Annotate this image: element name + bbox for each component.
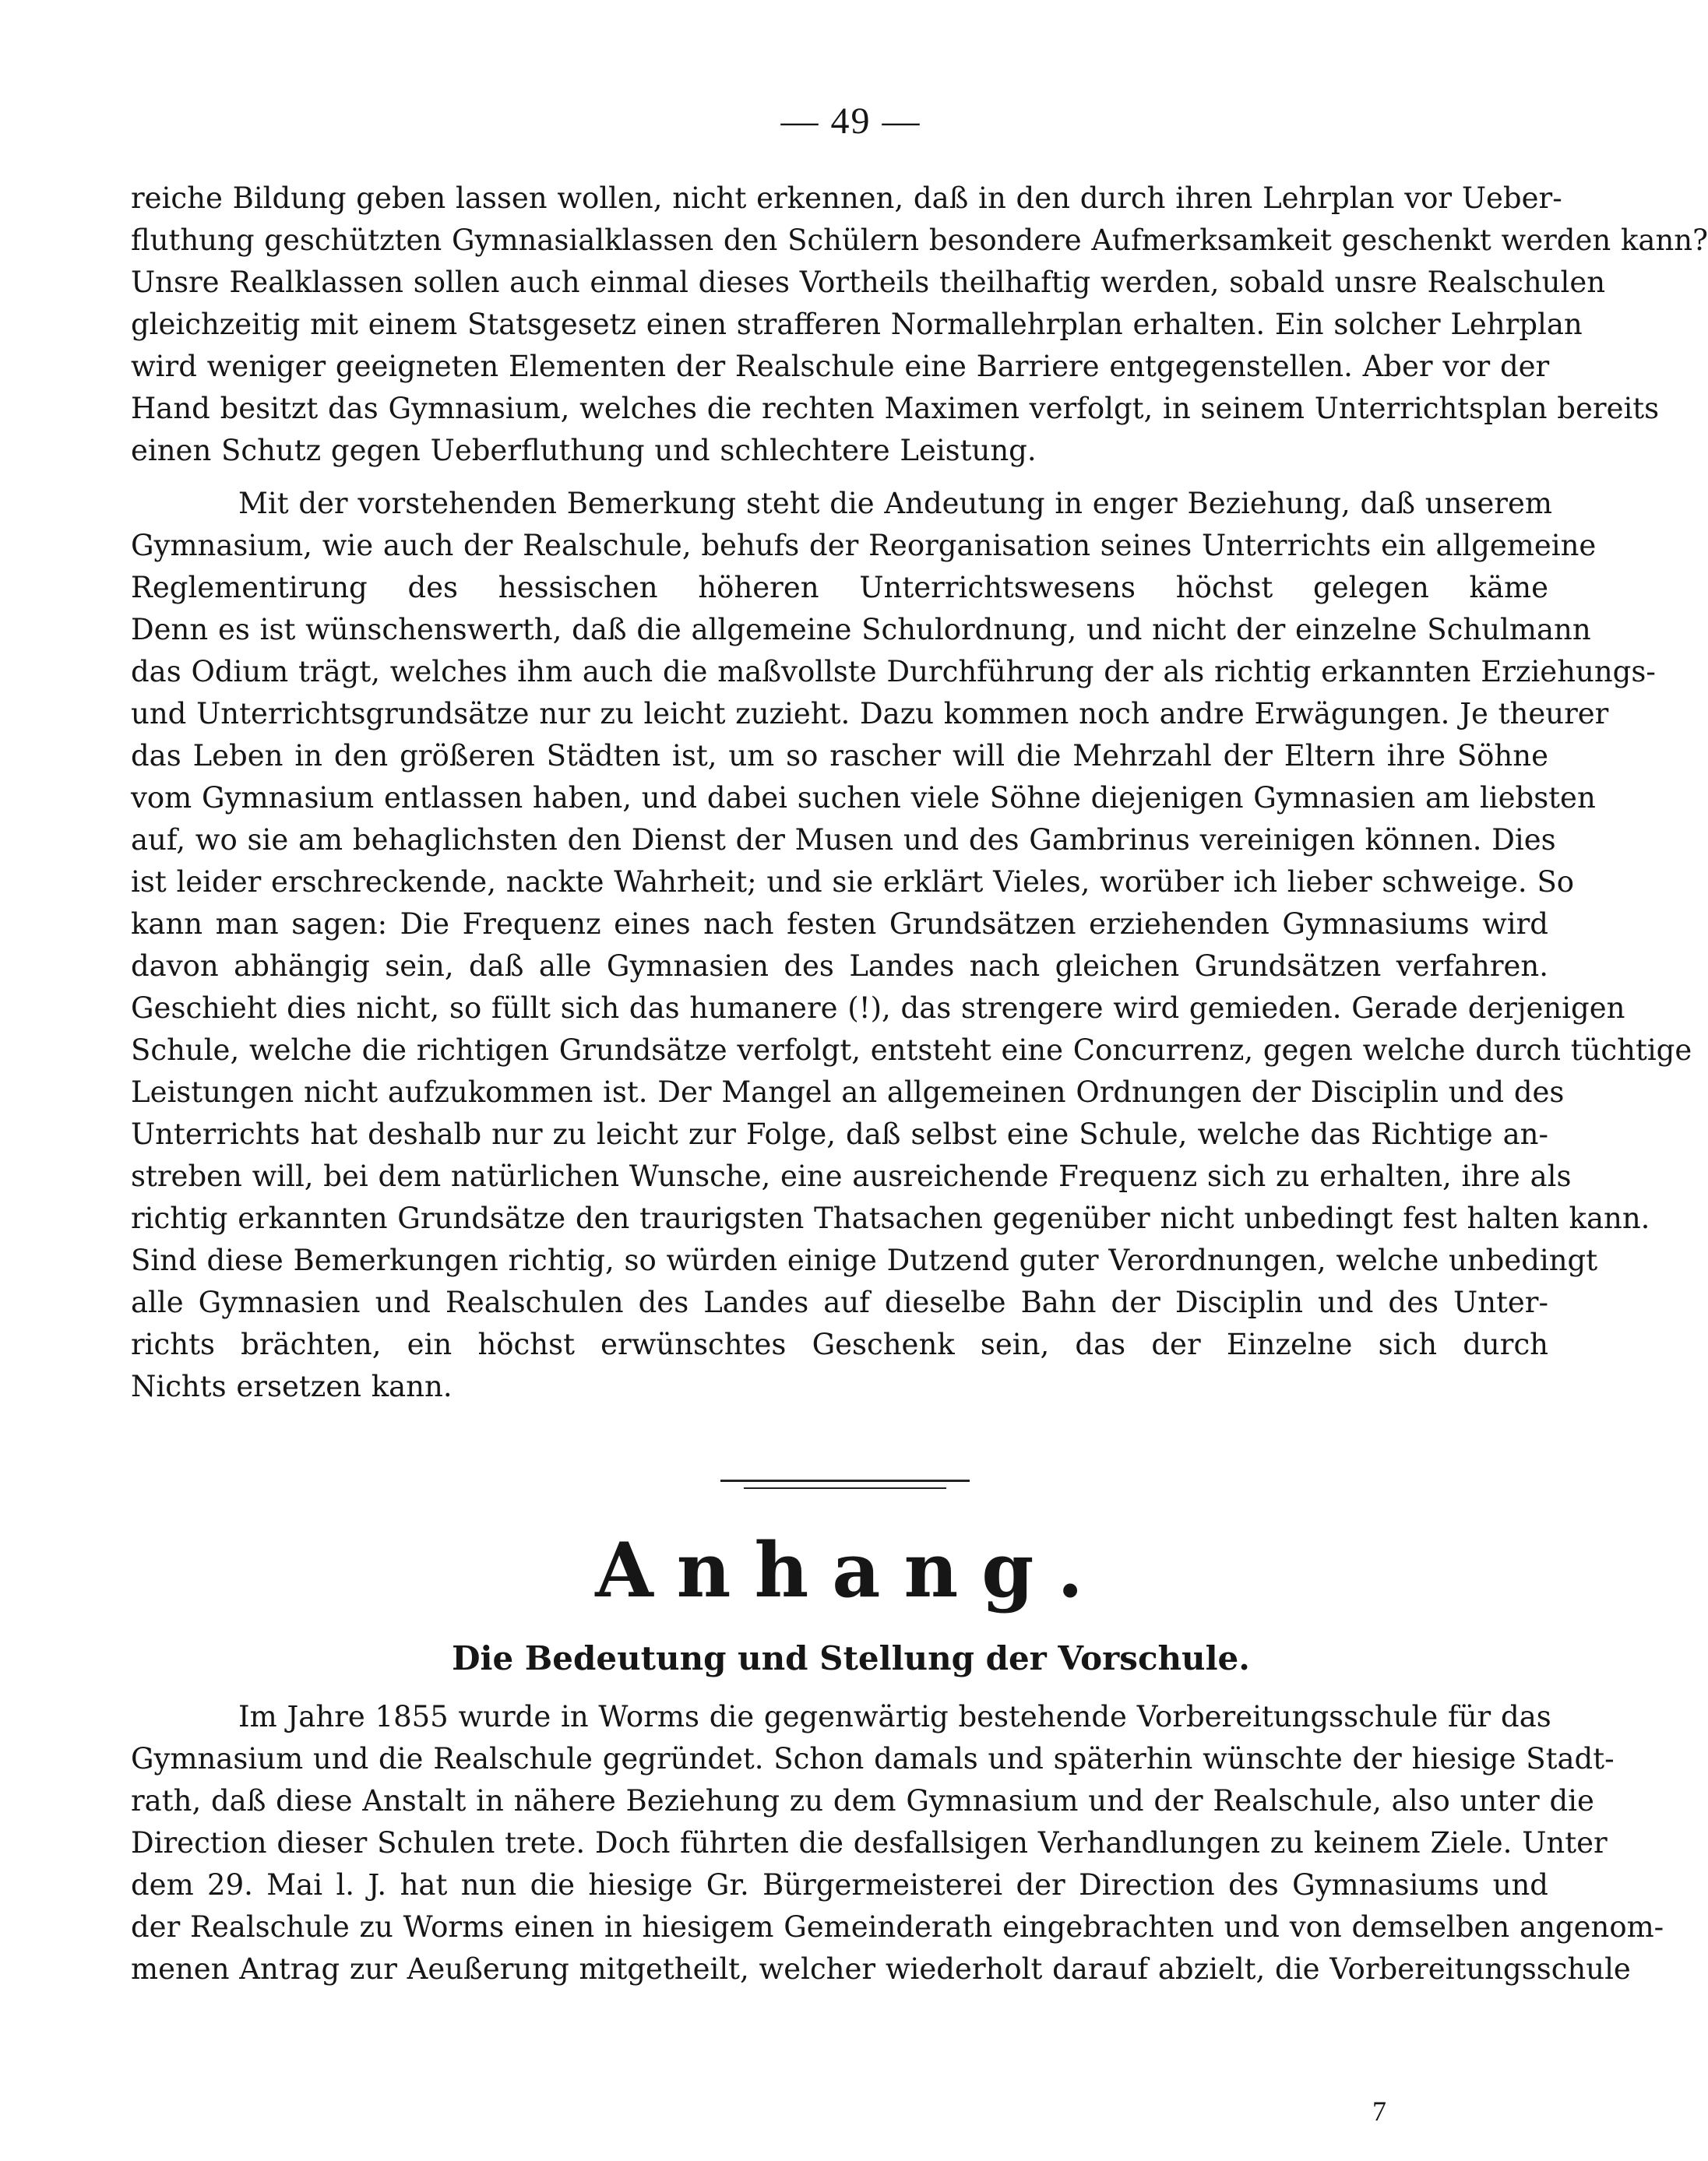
text-line: Unsre Realklassen sollen auch einmal dieses Vortheils theilhaftig werden, sobald unsre Realschulen (131, 266, 1606, 299)
signature-mark: 7 (1372, 2096, 1386, 2127)
text-line: alle Gymnasien und Realschulen des Landes auf dieselbe Bahn der Disciplin und des Unter- (131, 1286, 1548, 1319)
text-line: rath, daß diese Anstalt in nähere Beziehung zu dem Gymnasium und der Realschule, also unter die (131, 1784, 1594, 1818)
text-line: einen Schutz gegen Ueberfluthung und schlechtere Leistung. (131, 434, 1037, 467)
paragraph-main (131, 483, 1692, 1408)
text-line: menen Antrag zur Aeußerung mitgetheilt, welcher wiederholt darauf abzielt, die Vorbereitungsschule (131, 1952, 1631, 1986)
text-line: Schule, welche die richtigen Grundsätze verfolgt, entsteht eine Concurrenz, gegen welche durch tüchtige (131, 1033, 1692, 1067)
text-line: streben will, bei dem natürlichen Wunsche, eine ausreichende Frequenz sich zu erhalten, ihre als (131, 1160, 1572, 1193)
appendix-title: Anhang. (595, 1526, 1107, 1614)
appendix-subtitle: Die Bedeutung und Stellung der Vorschule. (452, 1639, 1250, 1677)
text-line: kann man sagen: Die Frequenz eines nach festen Grundsätzen erziehenden Gymnasiums wird (131, 907, 1548, 941)
text-line: und Unterrichtsgrundsätze nur zu leicht zuzieht. Dazu kommen noch andre Erwägungen. Je theurer (131, 697, 1609, 730)
text-line: Direction dieser Schulen trete. Doch führten die desfallsigen Verhandlungen zu keinem Ziele. Unter (131, 1826, 1608, 1860)
text-line: Gymnasium, wie auch der Realschule, behufs der Reorganisation seines Unterrichts ein allgemeine (131, 529, 1597, 562)
text-line: wird weniger geeigneten Elementen der Realschule eine Barriere entgegenstellen. Aber vor der (131, 350, 1550, 383)
divider-rule (744, 1487, 946, 1489)
text-line: Mit der vorstehenden Bemerkung steht die Andeutung in enger Beziehung, daß unserem (238, 487, 1552, 520)
text-line: Leistungen nicht aufzukommen ist. Der Mangel an allgemeinen Ordnungen der Disciplin und des (131, 1075, 1565, 1109)
page-number: — 49 — (780, 100, 921, 142)
text-line: Hand besitzt das Gymnasium, welches die rechten Maximen verfolgt, in seinem Unterrichtsplan bereits (131, 392, 1660, 425)
text-line: richtig erkannten Grundsätze den traurigsten Thatsachen gegenüber nicht unbedingt fest halten kann. (131, 1202, 1650, 1235)
text-line: Geschieht dies nicht, so füllt sich das humanere (!), das strengere wird gemieden. Gerade derjenigen (131, 991, 1625, 1025)
text-line: das Odium trägt, welches ihm auch die maßvollste Durchführung der als richtig erkannten Erziehungs- (131, 655, 1656, 688)
text-line: Nichts ersetzen kann. (131, 1370, 453, 1403)
text-line: Im Jahre 1855 wurde in Worms die gegenwärtig bestehende Vorbereitungsschule für das (238, 1700, 1551, 1733)
text-line: reiche Bildung geben lassen wollen, nicht erkennen, daß in den durch ihren Lehrplan vor Ueber- (131, 181, 1562, 215)
divider-rule (720, 1480, 970, 1482)
text-line: Reglementirung des hessischen höheren Unterrichtswesens höchst gelegen käme (131, 571, 1548, 604)
text-line: ist leider erschreckende, nackte Wahrheit; und sie erklärt Vieles, worüber ich lieber schweige. So (131, 865, 1575, 899)
text-line: auf, wo sie am behaglichsten den Dienst der Musen und des Gambrinus vereinigen können. Dies (131, 823, 1556, 857)
text-line: der Realschule zu Worms einen in hiesigem Gemeinderath eingebrachten und von demselben angenom- (131, 1910, 1664, 1944)
text-line: Gymnasium und die Realschule gegründet. Schon damals und späterhin wünschte der hiesige Stadt- (131, 1742, 1615, 1776)
section-divider (720, 1480, 970, 1489)
appendix-paragraph (131, 1696, 1664, 1990)
text-line: Unterrichts hat deshalb nur zu leicht zur Folge, daß selbst eine Schule, welche das Richtige an- (131, 1117, 1548, 1151)
text-line: das Leben in den größeren Städten ist, um so rascher will die Mehrzahl der Eltern ihre Söhne (131, 739, 1548, 773)
text-line: Sind diese Bemerkungen richtig, so würden einige Dutzend guter Verordnungen, welche unbedingt (131, 1244, 1598, 1277)
text-line: richts brächten, ein höchst erwünschtes Geschenk sein, das der Einzelne sich durch (131, 1328, 1548, 1361)
text-line: fluthung geschützten Gymnasialklassen den Schülern besondere Aufmerksamkeit geschenkt werden kann? (131, 223, 1708, 257)
text-line: vom Gymnasium entlassen haben, und dabei suchen viele Söhne diejenigen Gymnasien am liebsten (131, 781, 1596, 815)
text-line: Denn es ist wünschenswerth, daß die allgemeine Schulordnung, und nicht der einzelne Schulmann (131, 613, 1591, 646)
text-line: dem 29. Mai l. J. hat nun die hiesige Gr. Bürgermeisterei der Direction des Gymnasiums und (131, 1868, 1548, 1902)
text-line: davon abhängig sein, daß alle Gymnasien des Landes nach gleichen Grundsätzen verfahren. (131, 949, 1548, 983)
paragraph-continuation (131, 178, 1708, 472)
text-line: gleichzeitig mit einem Statsgesetz einen strafferen Normallehrplan erhalten. Ein solcher Lehrplan (131, 308, 1583, 341)
